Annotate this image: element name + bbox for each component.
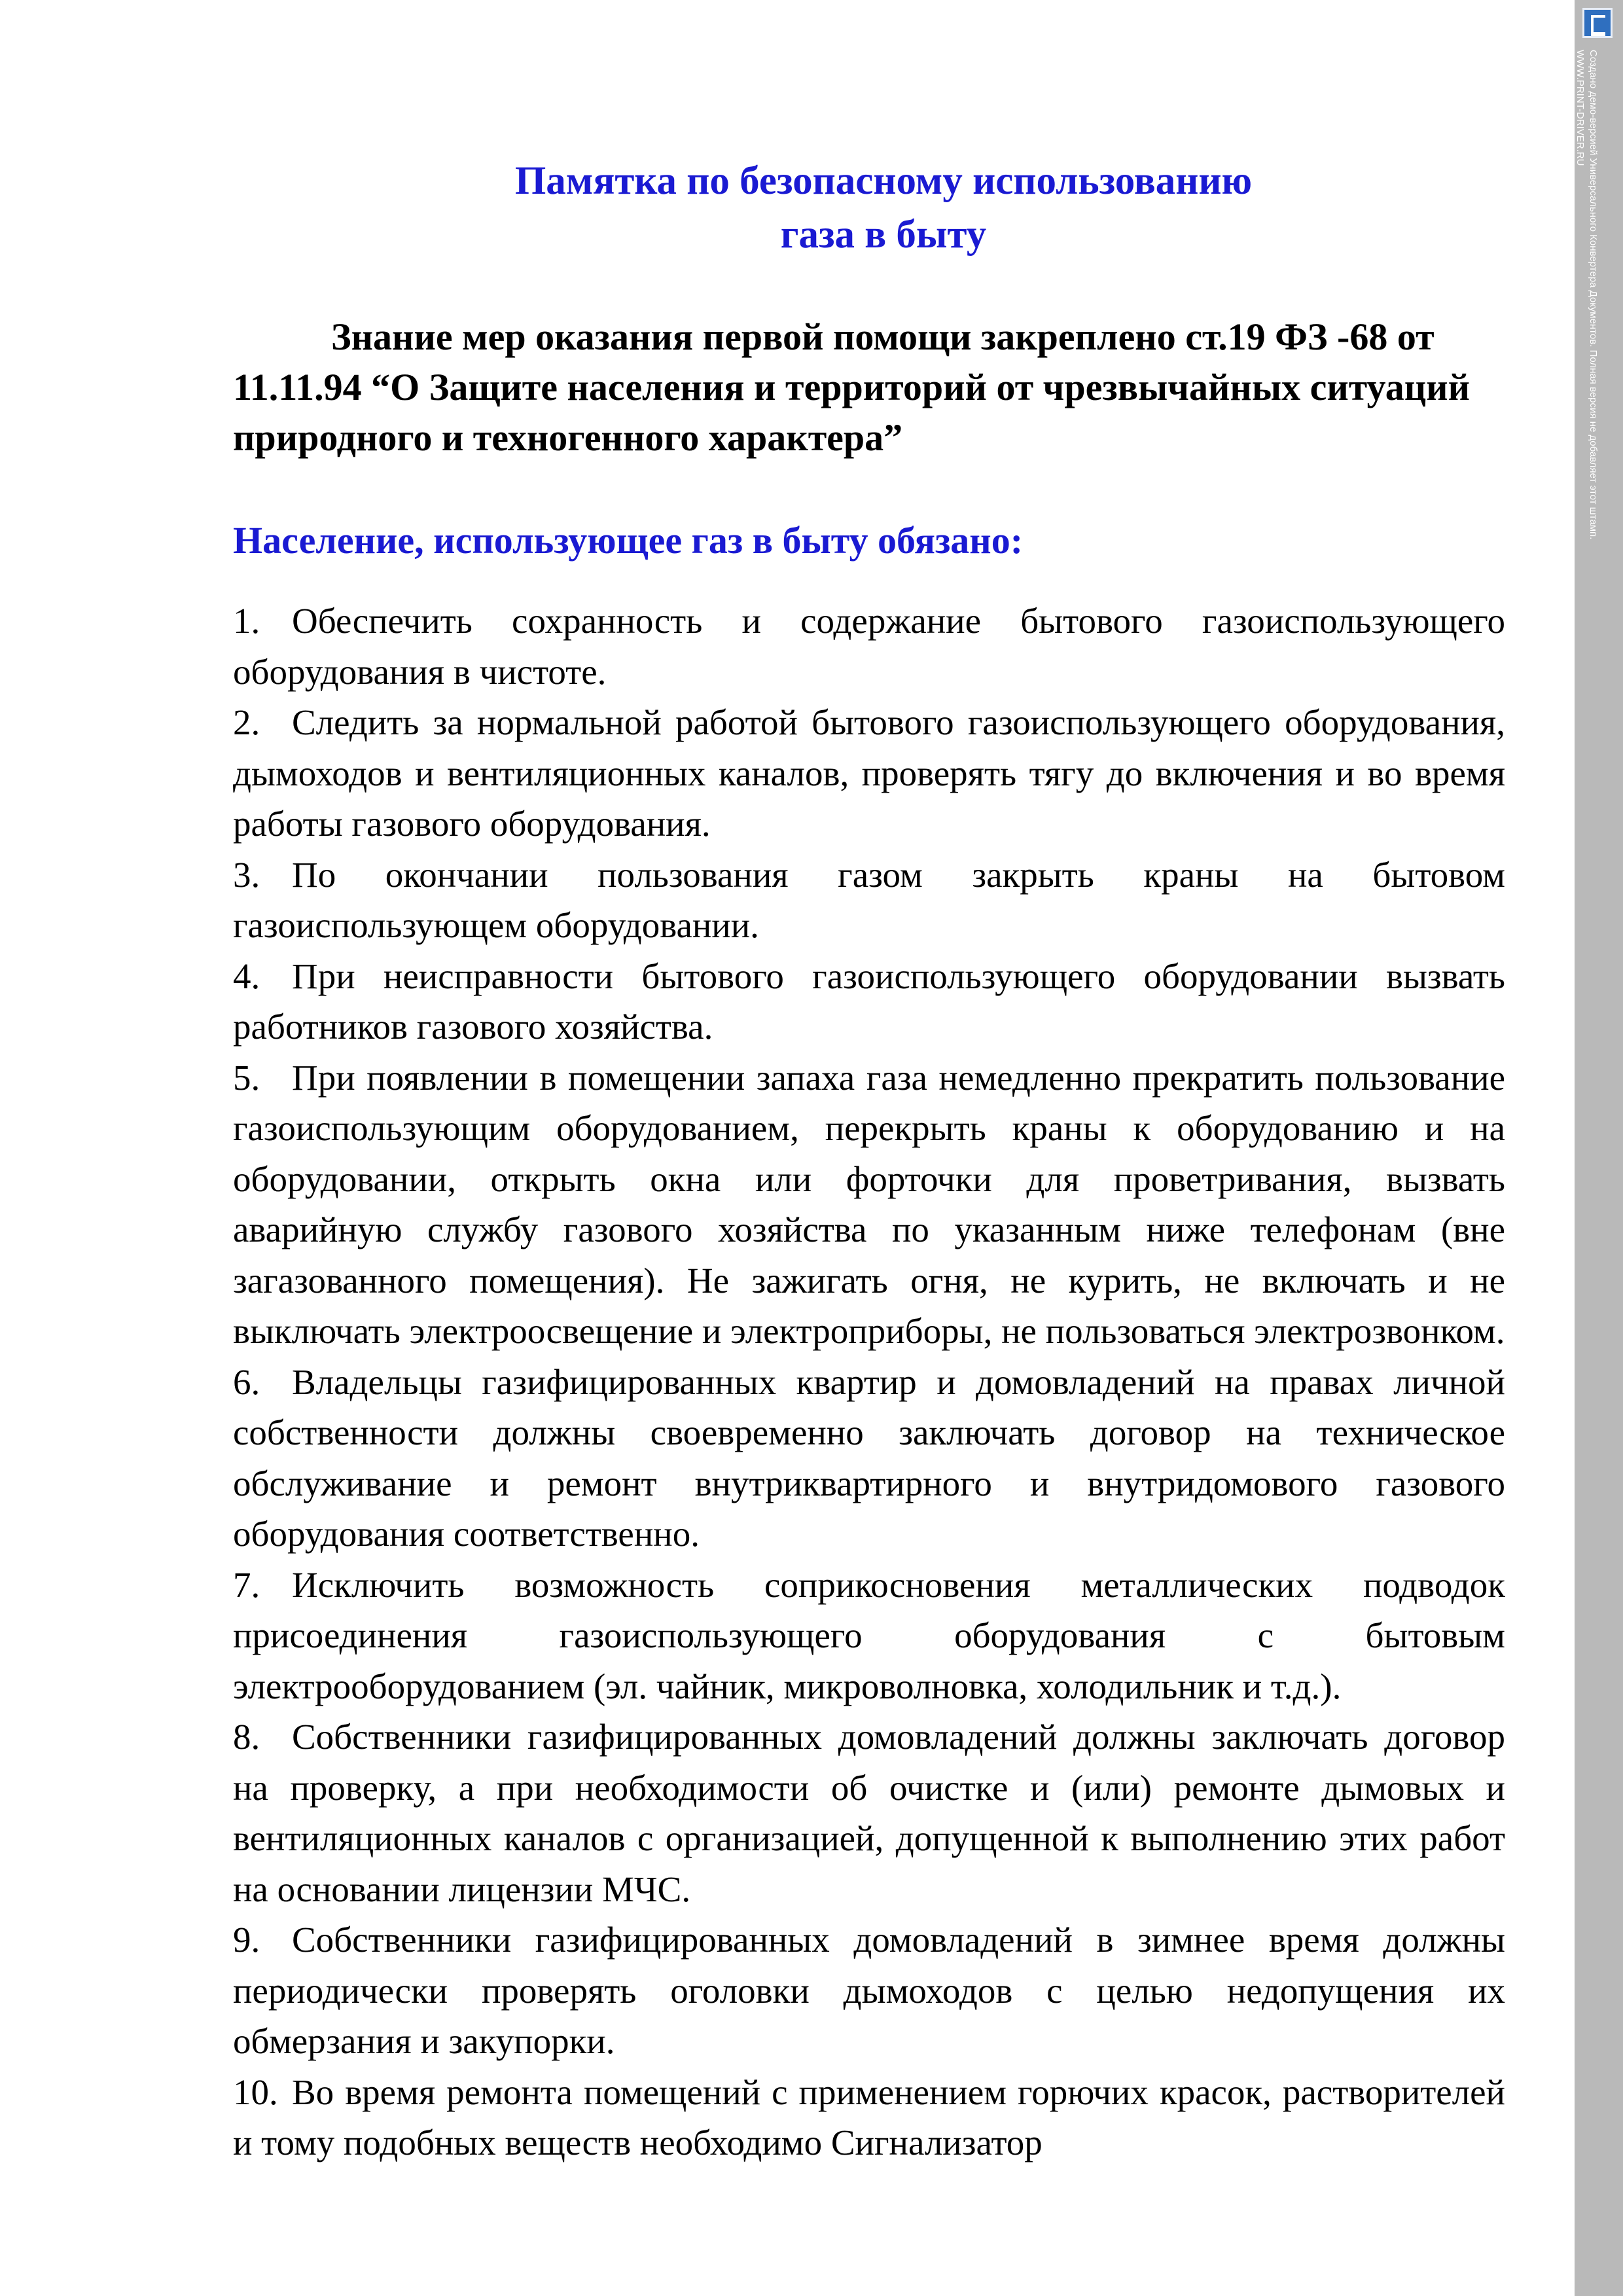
stamp-url: WWW.PRINT-DRIVER.RU (1575, 50, 1586, 166)
list-item (233, 1560, 1505, 1712)
list-item-number: 3. (233, 854, 260, 895)
list-item-number: 2. (233, 702, 260, 742)
list-item-number: 1. (233, 601, 260, 641)
list-item-text: По окончании пользования газом закрыть краны на бытовом газоиспользующем оборудовании. (233, 854, 1505, 945)
obligations-list (233, 596, 1505, 2168)
law-reference: Знание мер оказания первой помощи закреплено ст.19 ФЗ -68 от 11.11.94 “О Защите населения и территорий от чрезвычайных ситуаций природного и техногенного характера” (233, 315, 1471, 459)
converter-stamp-sidebar (1575, 0, 1623, 2296)
list-item (233, 2067, 1505, 2168)
list-item-text: Обеспечить сохранность и содержание бытового газоиспользующего оборудования в чистоте. (233, 601, 1505, 692)
print-driver-logo-icon (1582, 8, 1613, 38)
list-item (233, 850, 1505, 951)
list-item (233, 951, 1505, 1052)
stamp-text (1573, 50, 1599, 539)
list-item (233, 1712, 1505, 1914)
list-item (233, 1052, 1505, 1357)
list-item-number: 9. (233, 1920, 260, 1960)
list-item-number: 8. (233, 1717, 260, 1757)
list-item-text: Исключить возможность соприкосновения металлических подводок присоединения газоиспользующего оборудования с бытовым электрооборудованием (эл. чайник, микроволновка, холодильник и т.д.). (233, 1564, 1505, 1706)
list-item-text: Собственники газифицированных домовладений в зимнее время должны периодически проверять оголовки дымоходов с целью недопущения их обмерзания и закупорки. (233, 1920, 1505, 2061)
list-item (233, 1914, 1505, 2067)
list-item-text: Владельцы газифицированных квартир и домовладений на правах личной собственности должны своевременно заключать договор на техническое обслуживание и ремонт внутриквартирного и внутридомового газового оборудования соответственно. (233, 1361, 1505, 1554)
title-line-2: газа в быту (780, 213, 987, 257)
list-item-text: Собственники газифицированных домовладений должны заключать договор на проверку, а при необходимости об очистке и (или) ремонте дымовых и вентиляционных каналов с организацией, допущенной к выполнению этих работ на основании лицензии МЧС. (233, 1717, 1505, 1909)
list-item-text: Следить за нормальной работой бытового газоиспользующего оборудования, дымоходов и вентиляционных каналов, проверять тягу до включения и во время работы газового оборудования. (233, 702, 1505, 844)
stamp-notice: Создано демо-версией Универсального Конвертера Документов. Полная версия не добавляет этот штамп. (1588, 50, 1599, 540)
title-line-1: Памятка по безопасному использованию (514, 159, 1253, 203)
list-item-text: При появлении в помещении запаха газа немедленно прекратить пользование газоиспользующим оборудованием, перекрыть краны к оборудованию и на оборудовании, открыть окна или форточки для проветривания, вызвать аварийную службу газового хозяйства по указанным ниже телефонам (вне загазованного помещения). Не зажигать огня, не курить, не включать и не выключать электроосвещение и электроприборы, не пользоваться электрозвонком. (233, 1057, 1505, 1351)
list-item-number: 7. (233, 1564, 260, 1605)
list-item-number: 5. (233, 1057, 260, 1098)
list-item-number: 4. (233, 956, 260, 996)
list-item-number: 10. (233, 2072, 278, 2112)
list-item-text: При неисправности бытового газоиспользующего оборудовании вызвать работников газового хозяйства. (233, 956, 1505, 1047)
list-item (233, 1357, 1505, 1560)
list-item-text: Во время ремонта помещений с применением горючих красок, растворителей и тому подобных веществ необходимо Сигнализатор (233, 2072, 1505, 2162)
document-title (247, 154, 1520, 262)
list-item (233, 697, 1505, 850)
document-body (233, 154, 1505, 2168)
obligations-heading: Население, использующее газ в быту обязано: (233, 519, 1024, 562)
list-item-number: 6. (233, 1361, 260, 1402)
list-item (233, 596, 1505, 697)
